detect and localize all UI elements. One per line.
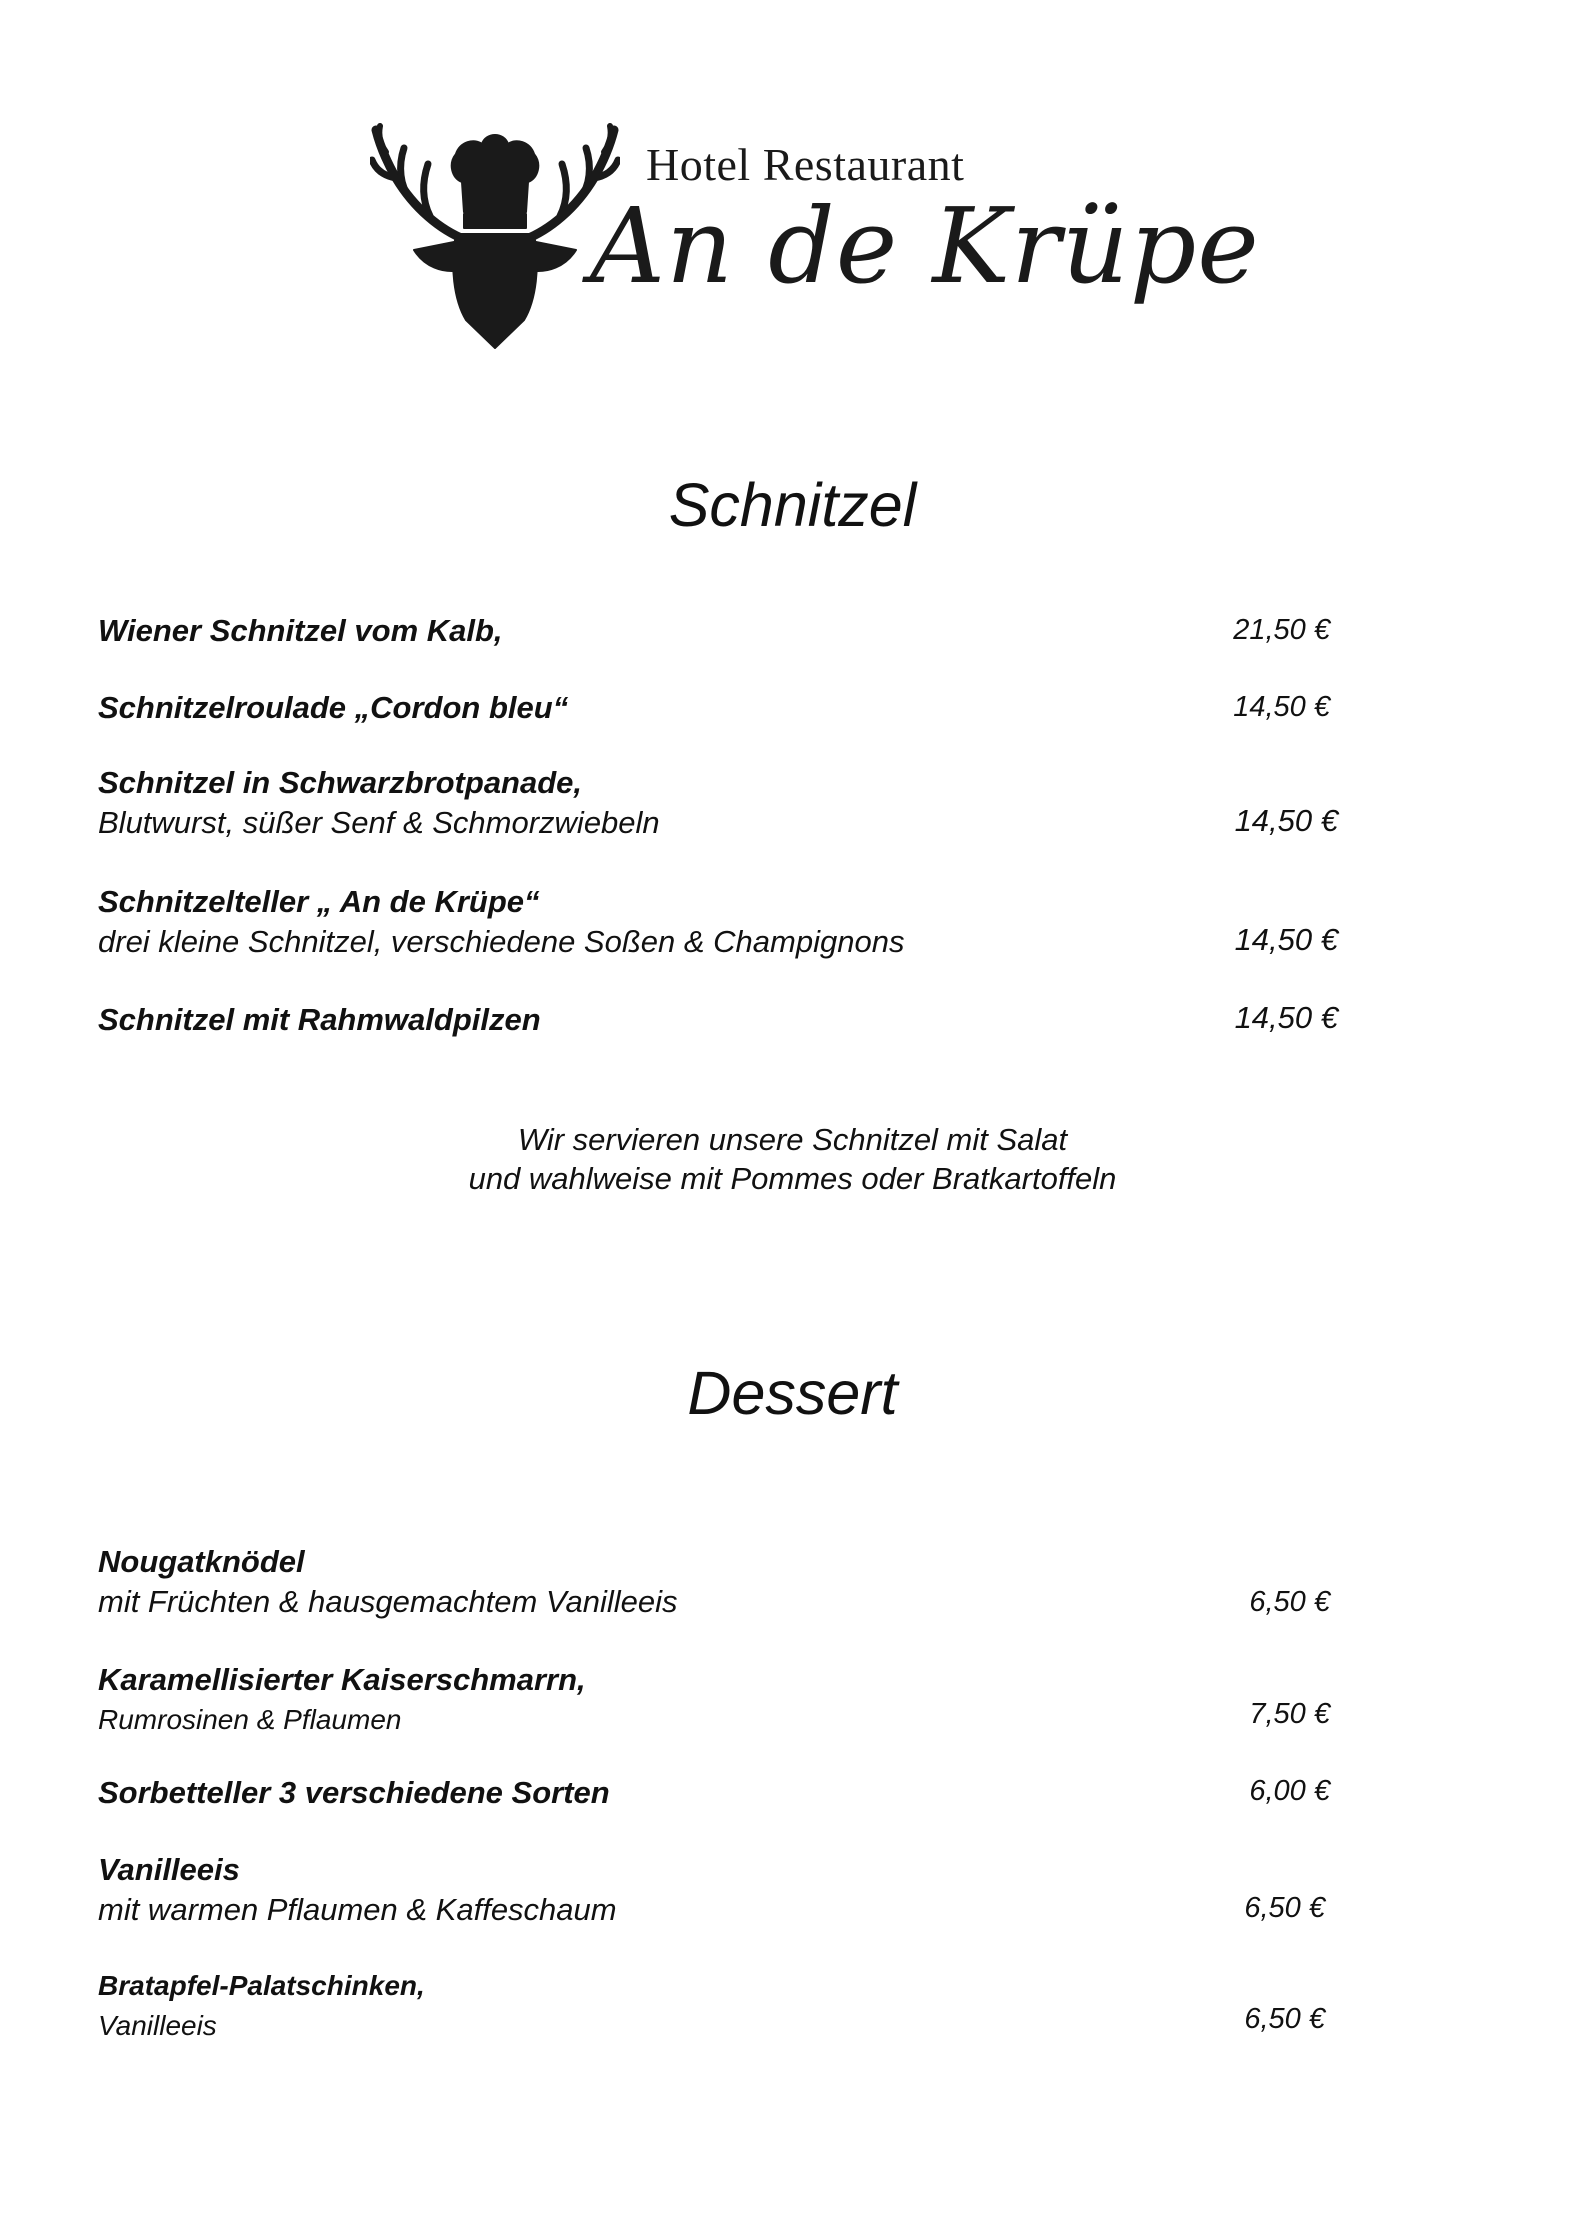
- menu-item-price: 21,50 €: [1233, 614, 1330, 646]
- logo-restaurant-name: An de Krüpe: [590, 185, 1260, 307]
- menu-item: [98, 763, 1338, 843]
- menu-item: [98, 1660, 1338, 1740]
- menu-item-name: Sorbetteller 3 verschiedene Sorten: [98, 1775, 610, 1810]
- menu-item: [98, 1966, 1338, 2046]
- menu-item-name: Karamellisierter Kaiserschmarrn,: [98, 1662, 586, 1697]
- menu-item-price: 6,50 €: [1244, 1892, 1325, 1924]
- menu-item-description: mit Früchten & hausgemachtem Vanilleeis: [98, 1584, 678, 1619]
- menu-item-name: Nougatknödel: [98, 1544, 305, 1579]
- menu-item: [98, 882, 1338, 962]
- menu-item-name: Schnitzelroulade „Cordon bleu“: [98, 690, 569, 725]
- menu-item-name: Schnitzel mit Rahmwaldpilzen: [98, 1002, 541, 1037]
- menu-item-description: Vanilleeis: [98, 2010, 217, 2041]
- logo-subtitle: Hotel Restaurant: [646, 139, 965, 190]
- section-title-dessert: Dessert: [687, 1359, 898, 1427]
- serving-note: [0, 1120, 1570, 1198]
- serving-note-line: und wahlweise mit Pommes oder Bratkartoffeln: [468, 1161, 1117, 1196]
- menu-item-price: 14,50 €: [1234, 1000, 1338, 1035]
- menu-item-name: Wiener Schnitzel vom Kalb,: [98, 613, 503, 648]
- menu-item-price: 6,00 €: [1249, 1775, 1330, 1807]
- menu-item: [98, 1850, 1338, 1930]
- menu-item-description: mit warmen Pflaumen & Kaffeschaum: [98, 1892, 617, 1927]
- stag-head-with-chef-hat-icon: [370, 90, 620, 350]
- menu-item: [98, 1773, 1338, 1813]
- menu-item: [98, 611, 1338, 651]
- menu-item-price: 7,50 €: [1249, 1698, 1330, 1730]
- menu-item-name: Schnitzel in Schwarzbrotpanade,: [98, 765, 583, 800]
- menu-item-name: Bratapfel-Palatschinken,: [98, 1970, 425, 2001]
- serving-note-line: Wir servieren unsere Schnitzel mit Salat: [517, 1122, 1068, 1157]
- menu-item-description: drei kleine Schnitzel, verschiedene Soßen & Champignons: [98, 924, 905, 959]
- menu-item: [98, 688, 1338, 728]
- menu-item-description: Rumrosinen & Pflaumen: [98, 1704, 402, 1735]
- menu-item-price: 6,50 €: [1244, 2003, 1325, 2035]
- menu-item-price: 6,50 €: [1249, 1586, 1330, 1618]
- section-title-schnitzel: Schnitzel: [668, 471, 917, 539]
- menu-item: [98, 1000, 1338, 1040]
- menu-item-price: 14,50 €: [1234, 922, 1338, 957]
- menu-item-price: 14,50 €: [1234, 803, 1338, 838]
- menu-item-price: 14,50 €: [1233, 691, 1330, 723]
- menu-item: [98, 1542, 1338, 1622]
- menu-item-name: Schnitzelteller „ An de Krüpe“: [98, 884, 540, 919]
- menu-item-name: Vanilleeis: [98, 1852, 240, 1887]
- restaurant-logo: [370, 90, 1260, 350]
- menu-item-description: Blutwurst, süßer Senf & Schmorzwiebeln: [98, 805, 660, 840]
